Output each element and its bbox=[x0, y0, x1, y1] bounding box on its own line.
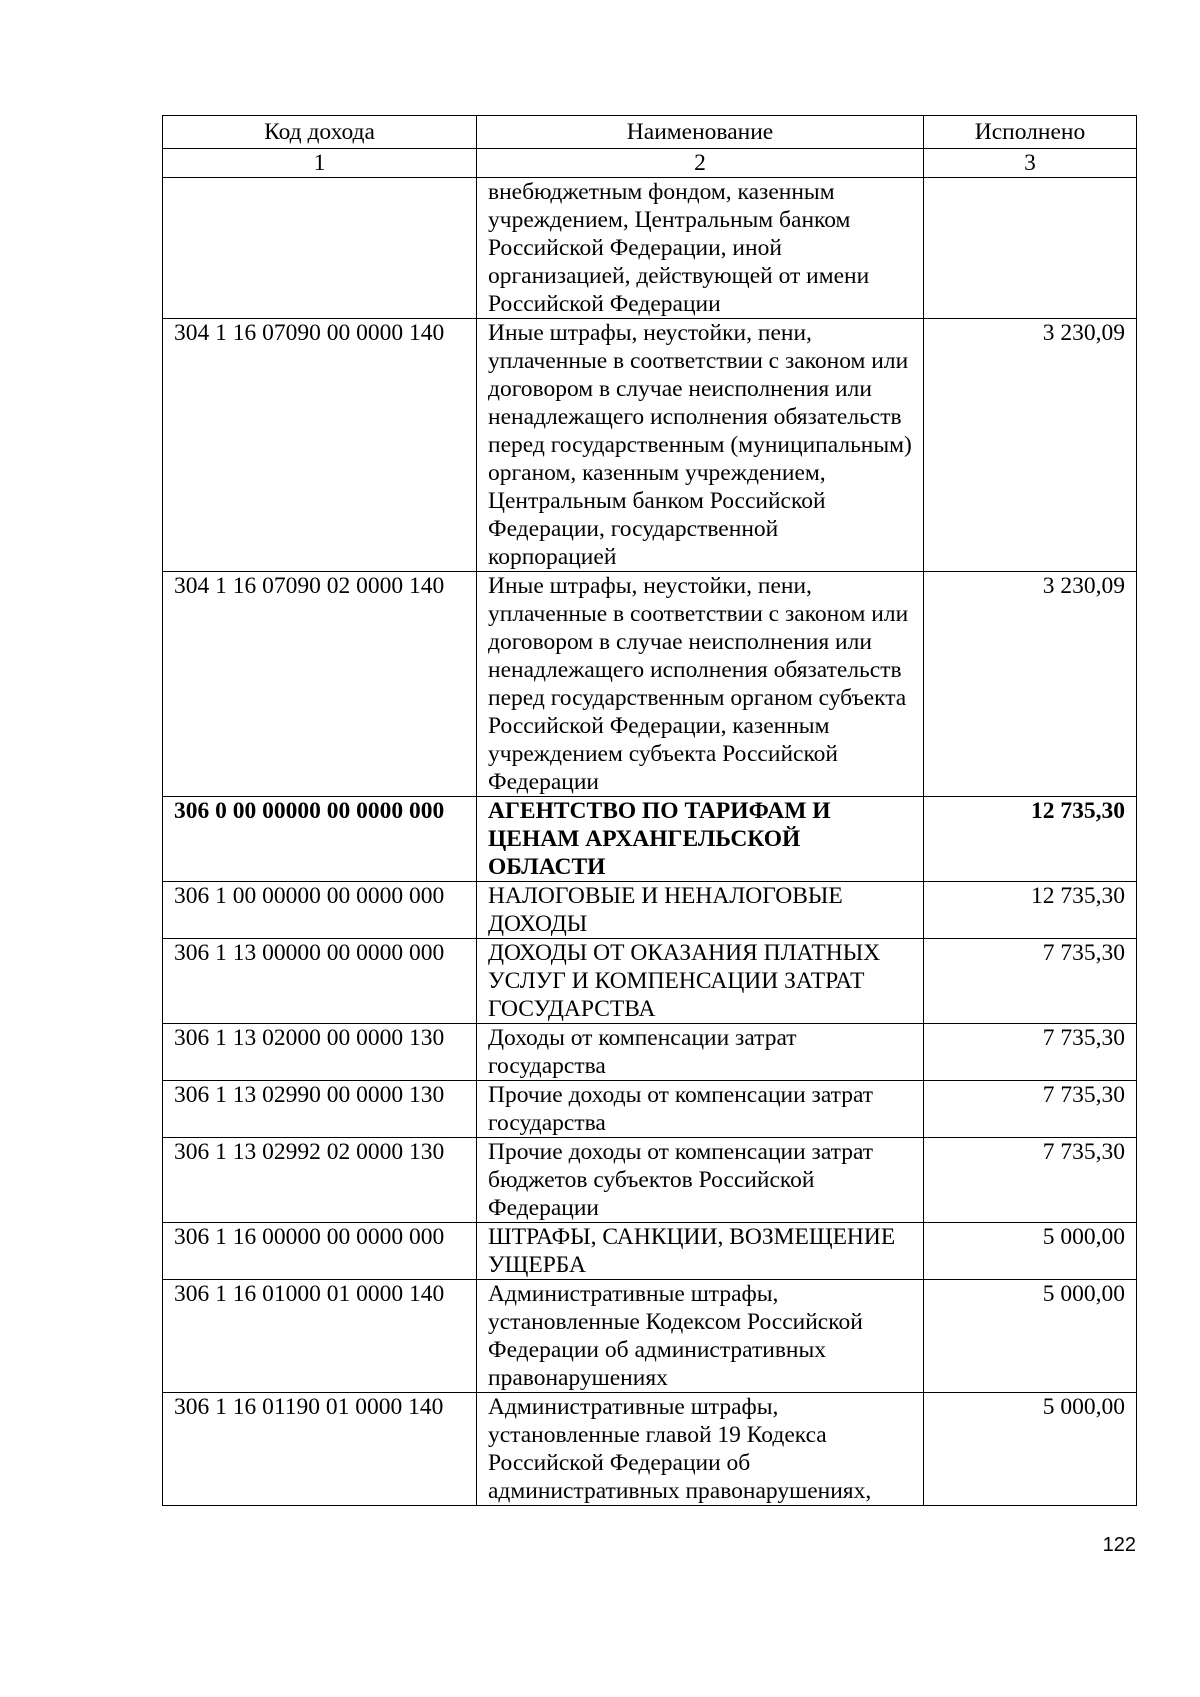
income-name-cell: Доходы от компенсации затрат государства bbox=[477, 1024, 924, 1081]
column-number-1: 1 bbox=[163, 149, 477, 178]
income-name-cell: Административные штрафы, установленные главой 19 Кодекса Российской Федерации об административных правонарушениях, bbox=[477, 1393, 924, 1506]
table-row bbox=[163, 882, 1137, 939]
income-code-cell: 306 1 16 01000 01 0000 140 bbox=[163, 1280, 477, 1393]
income-name-cell: Прочие доходы от компенсации затрат государства bbox=[477, 1081, 924, 1138]
executed-amount-cell: 7 735,30 bbox=[924, 1081, 1137, 1138]
table-row bbox=[163, 1223, 1137, 1280]
table-row bbox=[163, 1024, 1137, 1081]
column-number-row bbox=[163, 149, 1137, 178]
executed-amount-cell: 3 230,09 bbox=[924, 572, 1137, 797]
income-name-cell: НАЛОГОВЫЕ И НЕНАЛОГОВЫЕ ДОХОДЫ bbox=[477, 882, 924, 939]
table-row bbox=[163, 572, 1137, 797]
income-code-cell: 306 1 16 00000 00 0000 000 bbox=[163, 1223, 477, 1280]
executed-amount-cell: 7 735,30 bbox=[924, 1024, 1137, 1081]
income-code-cell: 306 1 00 00000 00 0000 000 bbox=[163, 882, 477, 939]
header-amount: Исполнено bbox=[924, 116, 1137, 149]
executed-amount-cell: 7 735,30 bbox=[924, 1138, 1137, 1223]
header-row bbox=[163, 116, 1137, 149]
income-name-cell: ШТРАФЫ, САНКЦИИ, ВОЗМЕЩЕНИЕ УЩЕРБА bbox=[477, 1223, 924, 1280]
column-number-2: 2 bbox=[477, 149, 924, 178]
executed-amount-cell: 7 735,30 bbox=[924, 939, 1137, 1024]
table-row bbox=[163, 1138, 1137, 1223]
income-name-cell: ДОХОДЫ ОТ ОКАЗАНИЯ ПЛАТНЫХ УСЛУГ И КОМПЕНСАЦИИ ЗАТРАТ ГОСУДАРСТВА bbox=[477, 939, 924, 1024]
revenue-table bbox=[162, 115, 1137, 1506]
income-code-cell: 306 1 16 01190 01 0000 140 bbox=[163, 1393, 477, 1506]
table-row bbox=[163, 178, 1137, 319]
income-name-cell: АГЕНТСТВО ПО ТАРИФАМ И ЦЕНАМ АРХАНГЕЛЬСКОЙ ОБЛАСТИ bbox=[477, 797, 924, 882]
executed-amount-cell bbox=[924, 178, 1137, 319]
page-number: 122 bbox=[1102, 1534, 1136, 1556]
header-code: Код дохода bbox=[163, 116, 477, 149]
table-body bbox=[163, 178, 1137, 1506]
table-row bbox=[163, 1081, 1137, 1138]
header-name: Наименование bbox=[477, 116, 924, 149]
income-name-cell: Иные штрафы, неустойки, пени, уплаченные в соответствии с законом или договором в случае неисполнения или ненадлежащего исполнения обязательств перед государственным (муниципальным) органом, казенным учреждением, Центральным банком Российской Федерации, государственной корпорацией bbox=[477, 319, 924, 572]
executed-amount-cell: 5 000,00 bbox=[924, 1223, 1137, 1280]
income-code-cell: 306 1 13 02990 00 0000 130 bbox=[163, 1081, 477, 1138]
table-row bbox=[163, 1393, 1137, 1506]
income-code-cell: 306 0 00 00000 00 0000 000 bbox=[163, 797, 477, 882]
executed-amount-cell: 12 735,30 bbox=[924, 882, 1137, 939]
executed-amount-cell: 3 230,09 bbox=[924, 319, 1137, 572]
income-code-cell: 306 1 13 02992 02 0000 130 bbox=[163, 1138, 477, 1223]
column-number-3: 3 bbox=[924, 149, 1137, 178]
income-name-cell: внебюджетным фондом, казенным учреждением, Центральным банком Российской Федерации, иной организацией, действующей от имени Российской Федерации bbox=[477, 178, 924, 319]
executed-amount-cell: 12 735,30 bbox=[924, 797, 1137, 882]
table-header bbox=[163, 116, 1137, 178]
income-name-cell: Административные штрафы, установленные Кодексом Российской Федерации об административных правонарушениях bbox=[477, 1280, 924, 1393]
income-code-cell: 304 1 16 07090 02 0000 140 bbox=[163, 572, 477, 797]
table-row bbox=[163, 319, 1137, 572]
table-row bbox=[163, 797, 1137, 882]
income-name-cell: Прочие доходы от компенсации затрат бюджетов субъектов Российской Федерации bbox=[477, 1138, 924, 1223]
income-code-cell: 304 1 16 07090 00 0000 140 bbox=[163, 319, 477, 572]
income-code-cell: 306 1 13 02000 00 0000 130 bbox=[163, 1024, 477, 1081]
income-code-cell: 306 1 13 00000 00 0000 000 bbox=[163, 939, 477, 1024]
table-row bbox=[163, 1280, 1137, 1393]
executed-amount-cell: 5 000,00 bbox=[924, 1280, 1137, 1393]
executed-amount-cell: 5 000,00 bbox=[924, 1393, 1137, 1506]
income-name-cell: Иные штрафы, неустойки, пени, уплаченные в соответствии с законом или договором в случае неисполнения или ненадлежащего исполнения обязательств перед государственным органом субъекта Российской Федерации, казенным учреждением субъекта Российской Федерации bbox=[477, 572, 924, 797]
income-code-cell bbox=[163, 178, 477, 319]
table-row bbox=[163, 939, 1137, 1024]
